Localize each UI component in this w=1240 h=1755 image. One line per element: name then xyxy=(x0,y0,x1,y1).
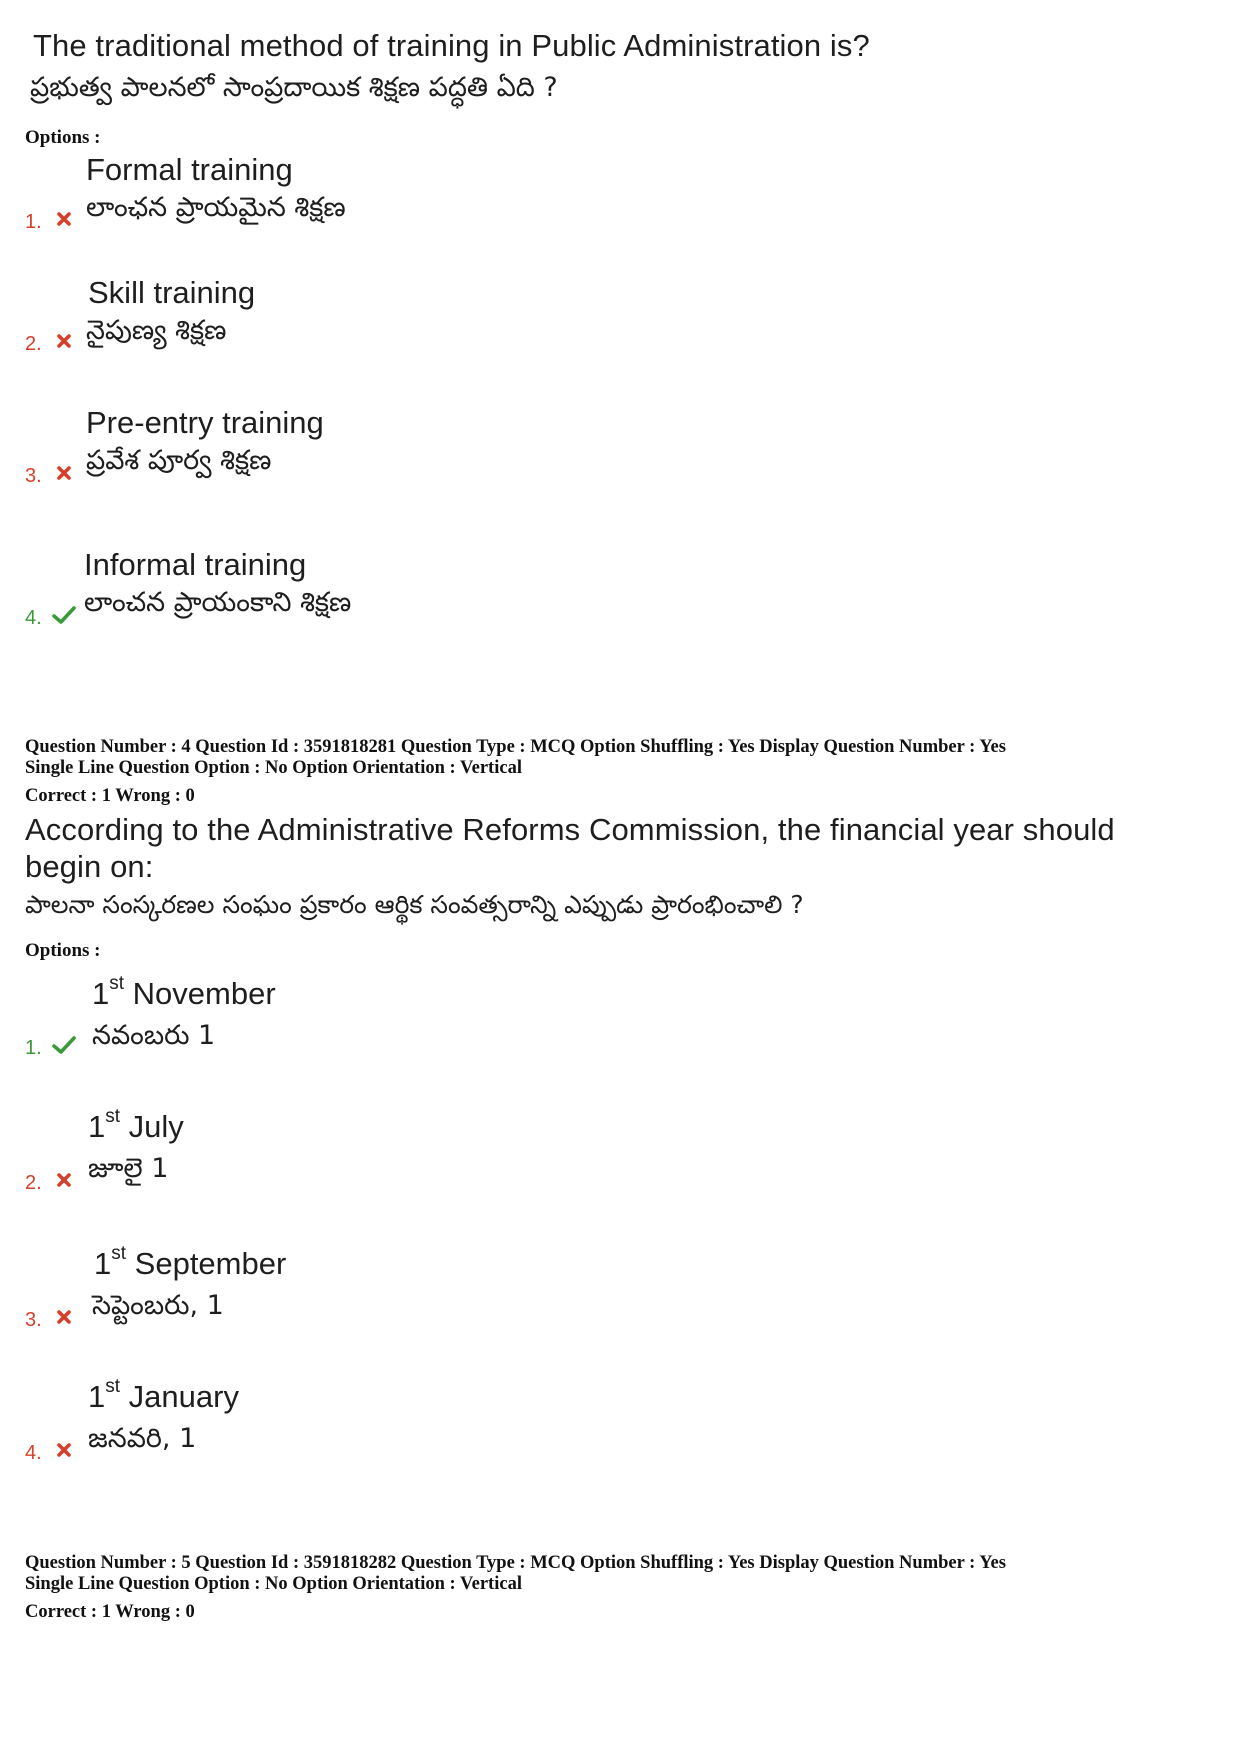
option-text-te: లాంఛన ప్రాయమైన శిక్షణ xyxy=(86,192,346,223)
option-number: 2. xyxy=(25,333,42,355)
option-text-en: Skill training xyxy=(88,275,256,310)
option-number: 4. xyxy=(25,607,42,629)
option-text-te: జనవరి, 1 xyxy=(88,1423,197,1454)
option-1 xyxy=(0,970,1240,1090)
cross-icon xyxy=(55,1308,73,1326)
question-meta-line-2: Single Line Question Option : No Option Orientation : Vertical xyxy=(25,1574,522,1594)
option-text-en: Pre-entry training xyxy=(86,405,324,440)
cross-icon xyxy=(55,464,73,482)
option-number: 1. xyxy=(25,211,42,233)
option-text-te: ప్రవేశ పూర్వ శిక్షణ xyxy=(86,445,272,476)
question-text-en: The traditional method of training in Public Administration is? xyxy=(33,28,870,63)
option-number: 3. xyxy=(25,465,42,487)
cross-icon xyxy=(55,210,73,228)
option-4 xyxy=(0,1375,1240,1495)
option-text-en: 1st September xyxy=(94,1242,287,1281)
option-text-te: నైపుణ్య శిక్షణ xyxy=(86,315,227,346)
option-number: 4. xyxy=(25,1442,42,1464)
option-3 xyxy=(0,1240,1240,1360)
option-3 xyxy=(0,405,1240,525)
option-2 xyxy=(0,275,1240,395)
option-text-en: 1st July xyxy=(88,1105,184,1144)
question-text-te: పాలనా సంస్కరణల సంఘం ప్రకారం ఆర్థిక సంవత్సరాన్ని ఎప్పుడు ప్రారంభించాలి ? xyxy=(25,890,804,919)
question-text-en-line-1: According to the Administrative Reforms Commission, the financial year should xyxy=(25,812,1115,847)
cross-icon xyxy=(55,332,73,350)
options-label: Options : xyxy=(25,940,101,961)
option-number: 3. xyxy=(25,1309,42,1331)
option-text-en: 1st January xyxy=(88,1375,239,1414)
option-1 xyxy=(0,150,1240,270)
option-number: 1. xyxy=(25,1037,42,1059)
option-4 xyxy=(0,545,1240,665)
option-text-en: 1st November xyxy=(92,972,276,1011)
question-meta-line-1: Question Number : 4 Question Id : 3591818281 Question Type : MCQ Option Shuffling : Yes Display Question Number : Yes xyxy=(25,737,1006,757)
cross-icon xyxy=(55,1441,73,1459)
option-text-en: Informal training xyxy=(84,547,307,582)
option-text-te: లాంచన ప్రాయంకాని శిక్షణ xyxy=(84,587,352,618)
question-text-te: ప్రభుత్వ పాలనలో సాంప్రదాయిక శిక్షణ పద్ధతి ఏది ? xyxy=(30,72,558,103)
option-text-te: జూలై 1 xyxy=(88,1153,169,1184)
question-meta-line-1: Question Number : 5 Question Id : 3591818282 Question Type : MCQ Option Shuffling : Yes Display Question Number : Yes xyxy=(25,1553,1006,1573)
check-icon xyxy=(52,1035,76,1055)
question-marks: Correct : 1 Wrong : 0 xyxy=(25,786,195,806)
option-2 xyxy=(0,1105,1240,1225)
question-text-en-line-2: begin on: xyxy=(25,849,154,884)
option-text-te: సెప్టెంబరు, 1 xyxy=(92,1290,224,1321)
option-number: 2. xyxy=(25,1172,42,1194)
question-marks: Correct : 1 Wrong : 0 xyxy=(25,1602,195,1622)
check-icon xyxy=(52,605,76,625)
cross-icon xyxy=(55,1171,73,1189)
option-text-te: నవంబరు 1 xyxy=(92,1020,216,1051)
option-text-en: Formal training xyxy=(86,152,293,187)
question-meta-line-2: Single Line Question Option : No Option Orientation : Vertical xyxy=(25,758,522,778)
options-label: Options : xyxy=(25,127,101,148)
